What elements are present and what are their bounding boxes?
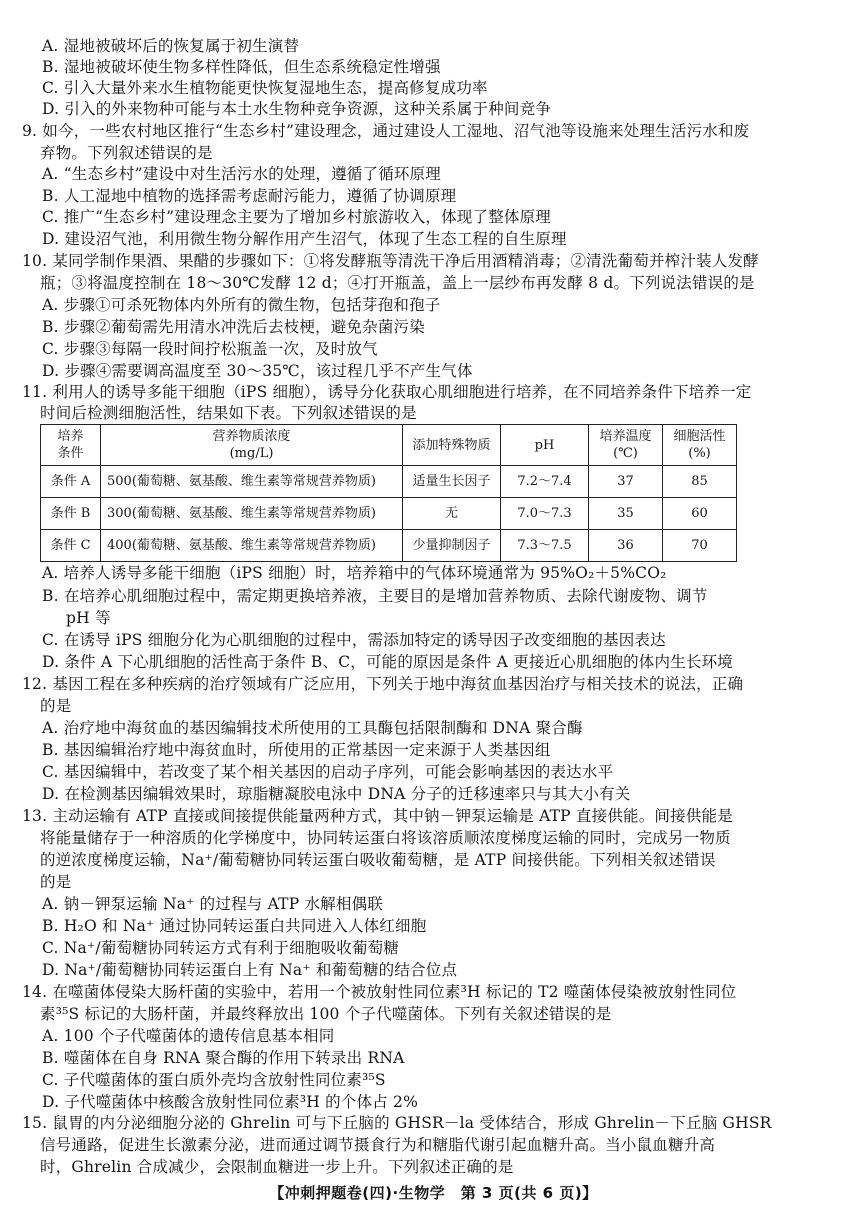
table-row: [41, 466, 737, 498]
question-line: 的逆浓度梯度运输，Na⁺/葡萄糖协同转运蛋白吸收葡萄糖，是 ATP 间接供能。下列相关叙述错误: [40, 851, 716, 869]
question-line: 时间后检测细胞活性，结果如下表。下列叙述错误的是: [40, 404, 417, 422]
answer-option: D. 条件 A 下心肌细胞的活性高于条件 B、C，可能的原因是条件 A 更接近心肌细胞的体内生长环境: [42, 653, 734, 671]
question-line: 将能量储存于一种溶质的化学梯度中，协同转运蛋白将该溶质顺浓度梯度运输的同时，完成另一物质: [40, 829, 731, 847]
table-header: 培养 条件: [41, 425, 101, 466]
answer-option: B. 噬菌体在自身 RNA 聚合酶的作用下转录出 RNA: [42, 1049, 405, 1067]
table-cell: 500(葡萄糖、氨基酸、维生素等常规营养物质): [101, 466, 403, 498]
answer-option: A. 钠－钾泵运输 Na⁺ 的过程与 ATP 水解相偶联: [42, 895, 383, 913]
answer-option: D. 引入的外来物种可能与本土水生物种竞争资源，这种关系属于种间竞争: [42, 100, 552, 118]
culture-conditions-table: [40, 424, 737, 562]
answer-option: D. 子代噬菌体中核酸含放射性同位素³H 的个体占 2%: [42, 1093, 419, 1111]
table-cell: 35: [589, 498, 663, 530]
answer-option: C. 在诱导 iPS 细胞分化为心肌细胞的过程中，需添加特定的诱导因子改变细胞的基因表达: [42, 631, 666, 649]
table-header: pH: [501, 425, 589, 466]
table-cell: 少量抑制因子: [403, 530, 501, 562]
table-cell: 条件 C: [41, 530, 101, 562]
table-header: 营养物质浓度 (mg/L): [101, 425, 403, 466]
table-cell: 37: [589, 466, 663, 498]
question-line: 14. 在噬菌体侵染大肠杆菌的实验中，若用一个被放射性同位素³H 标记的 T2 噬菌体侵染被放射性同位: [22, 983, 737, 1001]
question-line: 瓶；③将温度控制在 18～30℃发酵 12 d；④打开瓶盖，盖上一层纱布再发酵 8 d。下列说法错误的是: [40, 274, 755, 292]
answer-option: C. 子代噬菌体的蛋白质外壳均含放射性同位素³⁵S: [42, 1071, 386, 1089]
table-header: 培养温度 (℃): [589, 425, 663, 466]
table-header-row: [41, 425, 737, 466]
answer-option: D. 建设沼气池，利用微生物分解作用产生沼气，体现了生态工程的自生原理: [42, 230, 567, 248]
answer-option: D. 步骤④需要调高温度至 30～35℃，该过程几乎不产生气体: [42, 362, 473, 380]
question-line: 13. 主动运输有 ATP 直接或间接提供能量两种方式，其中钠－钾泵运输是 ATP 直接供能。间接供能是: [22, 807, 733, 825]
question-line: 9. 如今，一些农村地区推行“生态乡村”建设理念，通过建设人工湿地、沼气池等设施来处理生活污水和废: [22, 122, 750, 140]
table-cell: 60: [663, 498, 737, 530]
table-cell: 7.0～7.3: [501, 498, 589, 530]
answer-option: B. 步骤②葡萄需先用清水冲洗后去枝梗，避免杂菌污染: [42, 318, 425, 336]
question-line: pH 等: [66, 609, 111, 627]
answer-option: A. 步骤①可杀死物体内外所有的微生物，包括芽孢和孢子: [42, 296, 441, 314]
table-cell: 400(葡萄糖、氨基酸、维生素等常规营养物质): [101, 530, 403, 562]
table-cell: 7.2～7.4: [501, 466, 589, 498]
answer-option: B. 在培养心肌细胞过程中，需定期更换培养液，主要目的是增加营养物质、去除代谢废物、调节: [42, 587, 708, 605]
answer-option: C. 推广“生态乡村”建设理念主要为了增加乡村旅游收入，体现了整体原理: [42, 208, 552, 226]
page-footer: 【冲刺押题卷(四)·生物学 第 3 页(共 6 页)】: [269, 1184, 598, 1202]
table-cell: 适量生长因子: [403, 466, 501, 498]
answer-option: C. 基因编辑中，若改变了某个相关基因的启动子序列，可能会影响基因的表达水平: [42, 763, 614, 781]
table-header: 添加特殊物质: [403, 425, 501, 466]
question-line: 弃物。下列叙述错误的是: [40, 144, 213, 162]
answer-option: A. “生态乡村”建设中对生活污水的处理，遵循了循环原理: [42, 165, 441, 183]
answer-option: C. 引入大量外来水生植物能更快恢复湿地生态，提高修复成功率: [42, 79, 488, 97]
question-line: 15. 鼠胃的内分泌细胞分泌的 Ghrelin 可与下丘脑的 GHSR－la 受体结合，形成 Ghrelin－下丘脑 GHSR: [22, 1114, 772, 1132]
table-cell: 无: [403, 498, 501, 530]
answer-option: A. 治疗地中海贫血的基因编辑技术所使用的工具酶包括限制酶和 DNA 聚合酶: [42, 719, 583, 737]
table-cell: 条件 B: [41, 498, 101, 530]
question-line: 的是: [40, 873, 72, 891]
answer-option: B. 人工湿地中植物的选择需考虑耐污能力，遵循了协调原理: [42, 187, 457, 205]
answer-option: D. Na⁺/葡萄糖协同转运蛋白上有 Na⁺ 和葡萄糖的结合位点: [42, 961, 458, 979]
answer-option: D. 在检测基因编辑效果时，琼脂糖凝胶电泳中 DNA 分子的迁移速率只与其大小有关: [42, 785, 631, 803]
question-line: 11. 利用人的诱导多能干细胞（iPS 细胞），诱导分化获取心肌细胞进行培养，在不同培养条件下培养一定: [22, 383, 752, 401]
question-line: 时，Ghrelin 合成减少，会限制血糖进一步上升。下列叙述正确的是: [40, 1158, 514, 1176]
answer-option: A. 湿地被破坏后的恢复属于初生演替: [42, 37, 300, 55]
answer-option: C. Na⁺/葡萄糖协同转运方式有利于细胞吸收葡萄糖: [42, 939, 400, 957]
table-cell: 70: [663, 530, 737, 562]
table-cell: 7.3～7.5: [501, 530, 589, 562]
table-cell: 36: [589, 530, 663, 562]
question-line: 素³⁵S 标记的大肠杆菌，并最终释放出 100 个子代噬菌体。下列有关叙述错误的是: [40, 1005, 612, 1023]
answer-option: B. H₂O 和 Na⁺ 通过协同转运蛋白共同进入人体红细胞: [42, 917, 427, 935]
answer-option: B. 湿地被破坏使生物多样性降低，但生态系统稳定性增强: [42, 58, 441, 76]
answer-option: A. 100 个子代噬菌体的遗传信息基本相同: [42, 1027, 335, 1045]
table-cell: 300(葡萄糖、氨基酸、维生素等常规营养物质): [101, 498, 403, 530]
answer-option: A. 培养人诱导多能干细胞（iPS 细胞）时，培养箱中的气体环境通常为 95%O₂＋5%CO₂: [42, 564, 667, 582]
question-line: 12. 基因工程在多种疾病的治疗领域有广泛应用，下列关于地中海贫血基因治疗与相关技术的说法，正确: [22, 675, 744, 693]
answer-option: B. 基因编辑治疗地中海贫血时，所使用的正常基因一定来源于人类基因组: [42, 741, 551, 759]
table-row: [41, 498, 737, 530]
table-header: 细胞活性 (%): [663, 425, 737, 466]
answer-option: C. 步骤③每隔一段时间拧松瓶盖一次，及时放气: [42, 340, 378, 358]
question-line: 信号通路，促进生长激素分泌，进而通过调节摄食行为和糖脂代谢引起血糖升高。当小鼠血糖升高: [40, 1136, 716, 1154]
table-cell: 85: [663, 466, 737, 498]
question-line: 的是: [40, 697, 72, 715]
question-line: 10. 某同学制作果酒、果醋的步骤如下：①将发酵瓶等清洗干净后用酒精消毒；②清洗葡萄并榨汁装人发酵: [22, 252, 759, 270]
table-cell: 条件 A: [41, 466, 101, 498]
table-row: [41, 530, 737, 562]
